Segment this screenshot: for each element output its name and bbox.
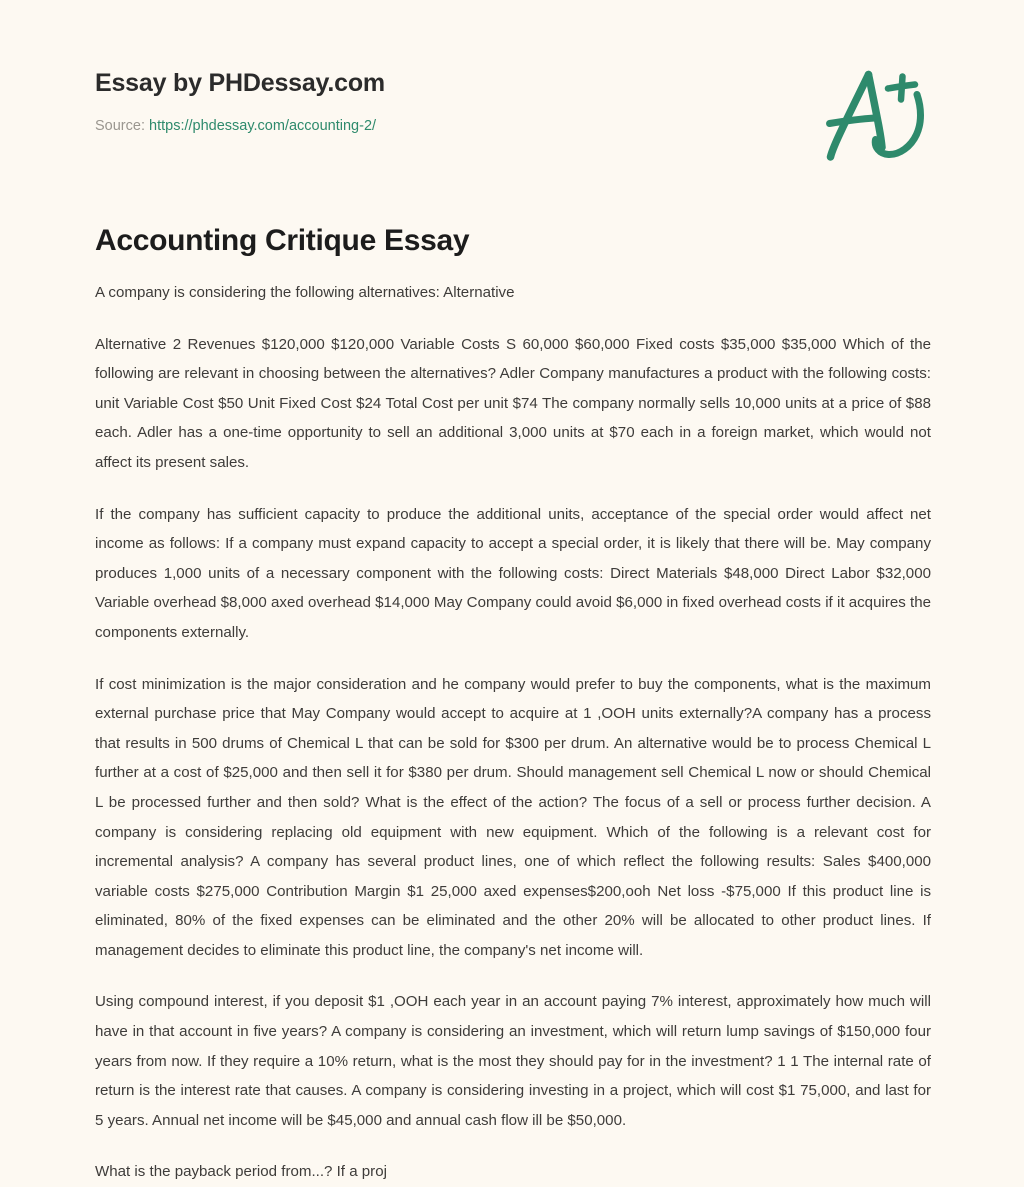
paragraph: What is the payback period from...? If a proj <box>95 1163 387 1181</box>
aplus-logo <box>818 62 934 172</box>
brand-block <box>95 68 695 136</box>
aplus-logo-icon <box>818 62 934 172</box>
paragraph: If cost minimization is the major consideration and he company would prefer to buy the components, what is the maximum external purchase price that May Company would accept to acquire at 1 ,OOH units externally?A company has a process that results in 500 drums of Chemical L that can be sold for $300 per drum. An alternative would be to process Chemical L further at a cost of $25,000 and then sell it for $380 per drum. Should management sell Chemical L now or should Chemical L be processed further and then sold? What is the effect of the action? The focus of a sell or process further decision. A company is considering replacing old equipment with new equipment. Which of the following is a relevant cost for incremental analysis? A company has several product lines, one of which reflect the following results: Sales $400,000 variable costs $275,000 Contribution Margin $1 25,000 axed expenses$200,ooh Net loss -$75,000 If this product line is eliminated, 80% of the fixed expenses can be eliminated and the other 20% will be allocated to other product lines. If management decides to eliminate this product line, the company's net income will. <box>95 675 931 959</box>
source-line <box>95 117 695 136</box>
page-header <box>0 0 1024 200</box>
paragraph: Using compound interest, if you deposit $1 ,OOH each year in an account paying 7% interest, approximately how much will have in that account in five years? A company is considering an investment, which will return lump savings of $150,000 four years from now. If they require a 10% return, what is the most they should pay for in the investment? 1 1 The internal rate of return is the interest rate that causes. A company is considering investing in a project, which will cost $1 75,000, and last for 5 years. Annual net income will be $45,000 and annual cash flow ill be $50,000. <box>95 993 931 1129</box>
brand-title: Essay by PHDessay.com <box>95 69 385 97</box>
paragraph: Alternative 2 Revenues $120,000 $120,000 Variable Costs S 60,000 $60,000 Fixed costs $35,000 $35,000 Which of the following are relevant in choosing between the alternatives? Adler Company manufactures a product with the following costs: unit Variable Cost $50 Unit Fixed Cost $24 Total Cost per unit $74 The company normally sells 10,000 units at a price of $88 each. Adler has a one-time opportunity to sell an additional 3,000 units at $70 each in a foreign market, which would not affect its present sales. <box>95 335 931 471</box>
source-label: Source: <box>95 118 145 134</box>
paragraph: A company is considering the following alternatives: Alternative <box>95 284 515 301</box>
paragraph: If the company has sufficient capacity to produce the additional units, acceptance of the special order would affect net income as follows: If a company must expand capacity to accept a special order, it is likely that there will be. May company produces 1,000 units of a necessary component with the following costs: Direct Materials $48,000 Direct Labor $32,000 Variable overhead $8,000 axed overhead $14,000 May Company could avoid $6,000 in fixed overhead costs if it acquires the components externally. <box>95 505 931 641</box>
page-title: Accounting Critique Essay <box>95 224 470 257</box>
source-url-link[interactable]: https://phdessay.com/accounting-2/ <box>149 118 377 134</box>
essay-body <box>95 278 931 1187</box>
